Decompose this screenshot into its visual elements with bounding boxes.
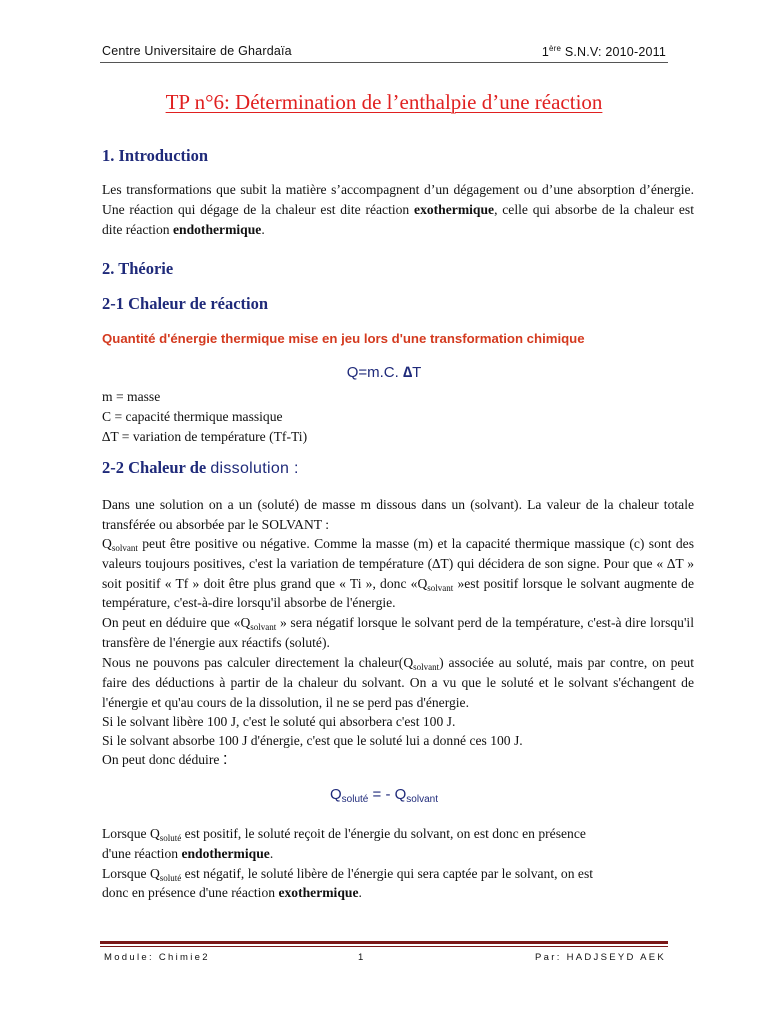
definitions-list — [102, 387, 307, 446]
p9d: . — [358, 885, 362, 901]
def-masse: m = masse — [102, 389, 161, 404]
header-year-sup: ère — [548, 44, 562, 53]
heading-chaleur-reaction: 2-1 Chaleur de réaction — [102, 294, 269, 313]
header-year-rest: S.N.V: 2010-2011 — [561, 45, 666, 60]
p4b: ) associée au soluté, mais par contre, on peut faire des déductions à partir de la chaleur du solvant. On a vu que le soluté et le solvant s'échangent de l'énergie et qu'au cours de la dissolution, il ne se perd pas d'énergie. — [102, 655, 694, 710]
p8a: Lorsque — [102, 826, 150, 841]
def-capacite: C = capacité thermique massique — [102, 408, 283, 424]
header-rule — [100, 62, 668, 63]
page-title — [0, 90, 768, 115]
intro-endo: endothermique — [172, 221, 262, 237]
heading-dissolution-b: dissolution : — [210, 460, 299, 477]
formula2-q1: Q — [330, 786, 342, 803]
intro-exo: exothermique — [414, 201, 495, 217]
header-year-num: 1 — [541, 45, 549, 60]
page-footer — [100, 952, 668, 968]
intro-text-1: Les transformations que subit la matière s’accompagnent d’un dégagement ou d’une absorption d’énergie. Une réaction qui dégage de la chaleur est dite réaction — [102, 182, 694, 217]
p2b: »est positif lorsque le solvant augmente de température, c'est-à-dire lorsqu'il absorbe de l'énergie. — [102, 575, 694, 611]
p8-endo: endothermique — [181, 845, 270, 861]
def-delta-t: ∆T = variation de température (Tf-Ti) — [102, 428, 308, 444]
formula1-t: T — [412, 364, 422, 381]
formula-q-mc-dt — [0, 364, 768, 381]
p9-exo: exothermique — [278, 885, 359, 901]
sub-solvant: solvant — [111, 543, 138, 553]
heading-dissolution-a: 2-2 Chaleur de — [102, 458, 211, 477]
p8b: est positif, le soluté reçoit de l'énergie du solvant, on est donc en présence — [181, 826, 586, 841]
intro-paragraph — [102, 180, 694, 239]
p7-colon: : — [222, 749, 228, 768]
p9c: donc en présence d'une réaction — [102, 885, 279, 901]
formula1-delta: ∆ — [402, 364, 413, 381]
p3a: On peut en déduire que « — [102, 615, 241, 630]
dissolution-paragraph-8: Lorsque $Q_{soluté}$ est positif, le soluté reçoit de l'énergie du solvant, on est donc en présence d'une réaction endothermique. Lorsque $Q_{soluté}$ est négatif, le soluté libère de l'énergie qui sera captée par le solvant, on est donc en présence d'une réaction exothermique. — [102, 826, 594, 901]
dissolution-paragraph-6: Si le solvant absorbe 100 J d'énergie, c'est que le soluté lui a donné ces 100 J. — [102, 733, 523, 748]
intro-text-3: . — [261, 221, 265, 237]
p9b: est négatif, le soluté libère de l'énergie qui sera captée par le solvant, on est — [181, 865, 594, 881]
dissolution-paragraph-4: Nous ne pouvons pas calculer directement la $chaleur(Q_{solvant})$ associée au soluté, mais par contre, on peut faire des déductions à partir de la chaleur du solvant. On a vu que le soluté et le solvant s'échangent de l'énergie et qu'au cours de la dissolution, il ne se perd pas d'énergie. — [102, 655, 694, 710]
footer-rule-thick — [100, 941, 668, 944]
intro-text-2: , celle qui absorbe de la chaleur est dite réaction — [102, 201, 695, 237]
page-header — [100, 44, 668, 64]
p3b: » sera négatif lorsque le solvant perd de la température, c'est-à dire lorsqu'il transfère de l'énergie aux réactifs (soluté). — [102, 615, 694, 650]
p4a: Nous ne pouvons pas calculer directement la chaleur( — [102, 655, 404, 670]
formula2-eq: = - — [368, 786, 395, 803]
heading-introduction: 1. Introduction — [102, 146, 209, 165]
p2a: peut être positive ou négative. Comme la masse (m) et la capacité thermique massique (c) sont des valeurs toujours positives, c'est la variation de température (∆T) qui décidera de son signe. Pour que « ∆T » soit positif « Tf » doit être plus grand que « Ti », donc « — [102, 536, 694, 591]
p8c: d'une réaction — [102, 845, 182, 861]
heading-theorie: 2. Théorie — [102, 259, 174, 278]
formula-q-solute: $Q_{soluté}$ = - $Q_{solvant}$ — [330, 786, 438, 805]
page-title-text: TP n°6: Détermination de l’enthalpie d’une réaction — [165, 90, 603, 114]
heading-chaleur-dissolution — [102, 458, 299, 478]
header-year — [542, 44, 666, 59]
dissolution-paragraph-1: Dans une solution on a un (soluté) de masse m dissous dans un (solvant). La valeur de la chaleur totale transférée ou absorbée par le SOLVANT : — [102, 497, 694, 532]
formula1-a: Q=m.C. — [346, 364, 403, 381]
p7: On peut donc déduire — [102, 752, 223, 767]
footer-module: Module: Chimie2 — [104, 952, 210, 963]
subheading-quantite-energie: Quantité d'énergie thermique mise en jeu lors d'une transformation chimique — [102, 331, 585, 346]
footer-rule-thin — [100, 946, 668, 947]
p8d: . — [269, 845, 274, 861]
dissolution-paragraph-3: On peut en déduire que «$Q_{solvant}$ » sera négatif lorsque le solvant perd de la température, c'est-à dire lorsqu'il transfère de l'énergie aux réactifs (soluté). — [102, 615, 694, 650]
dissolution-paragraph-5: Si le solvant libère 100 J, c'est le soluté qui absorbera c'est 100 J. — [102, 714, 456, 729]
formula2-sub-solute: soluté — [341, 794, 369, 805]
header-institution: Centre Universitaire de Ghardaïa — [102, 44, 292, 58]
footer-author: Par: HADJSEYD AEK — [535, 952, 666, 963]
dissolution-paragraph-7 — [102, 749, 694, 770]
dissolution-paragraph-2: $Q_{solvant}$ peut être positive ou négative. Comme la masse (m) et la capacité thermique massique (c) sont des valeurs toujours positives, c'est la variation de température (∆T) qui décidera de son signe. Pour que « ∆T » soit positif « Tf » doit être plus grand que « Ti », donc «$Q_{solvant}$ »est positif lorsque le solvant augmente de température, c'est-à-dire lorsqu'il absorbe de l'énergie. — [102, 536, 694, 611]
footer-page-number: 1 — [358, 952, 366, 963]
p9a: Lorsque — [102, 865, 150, 881]
